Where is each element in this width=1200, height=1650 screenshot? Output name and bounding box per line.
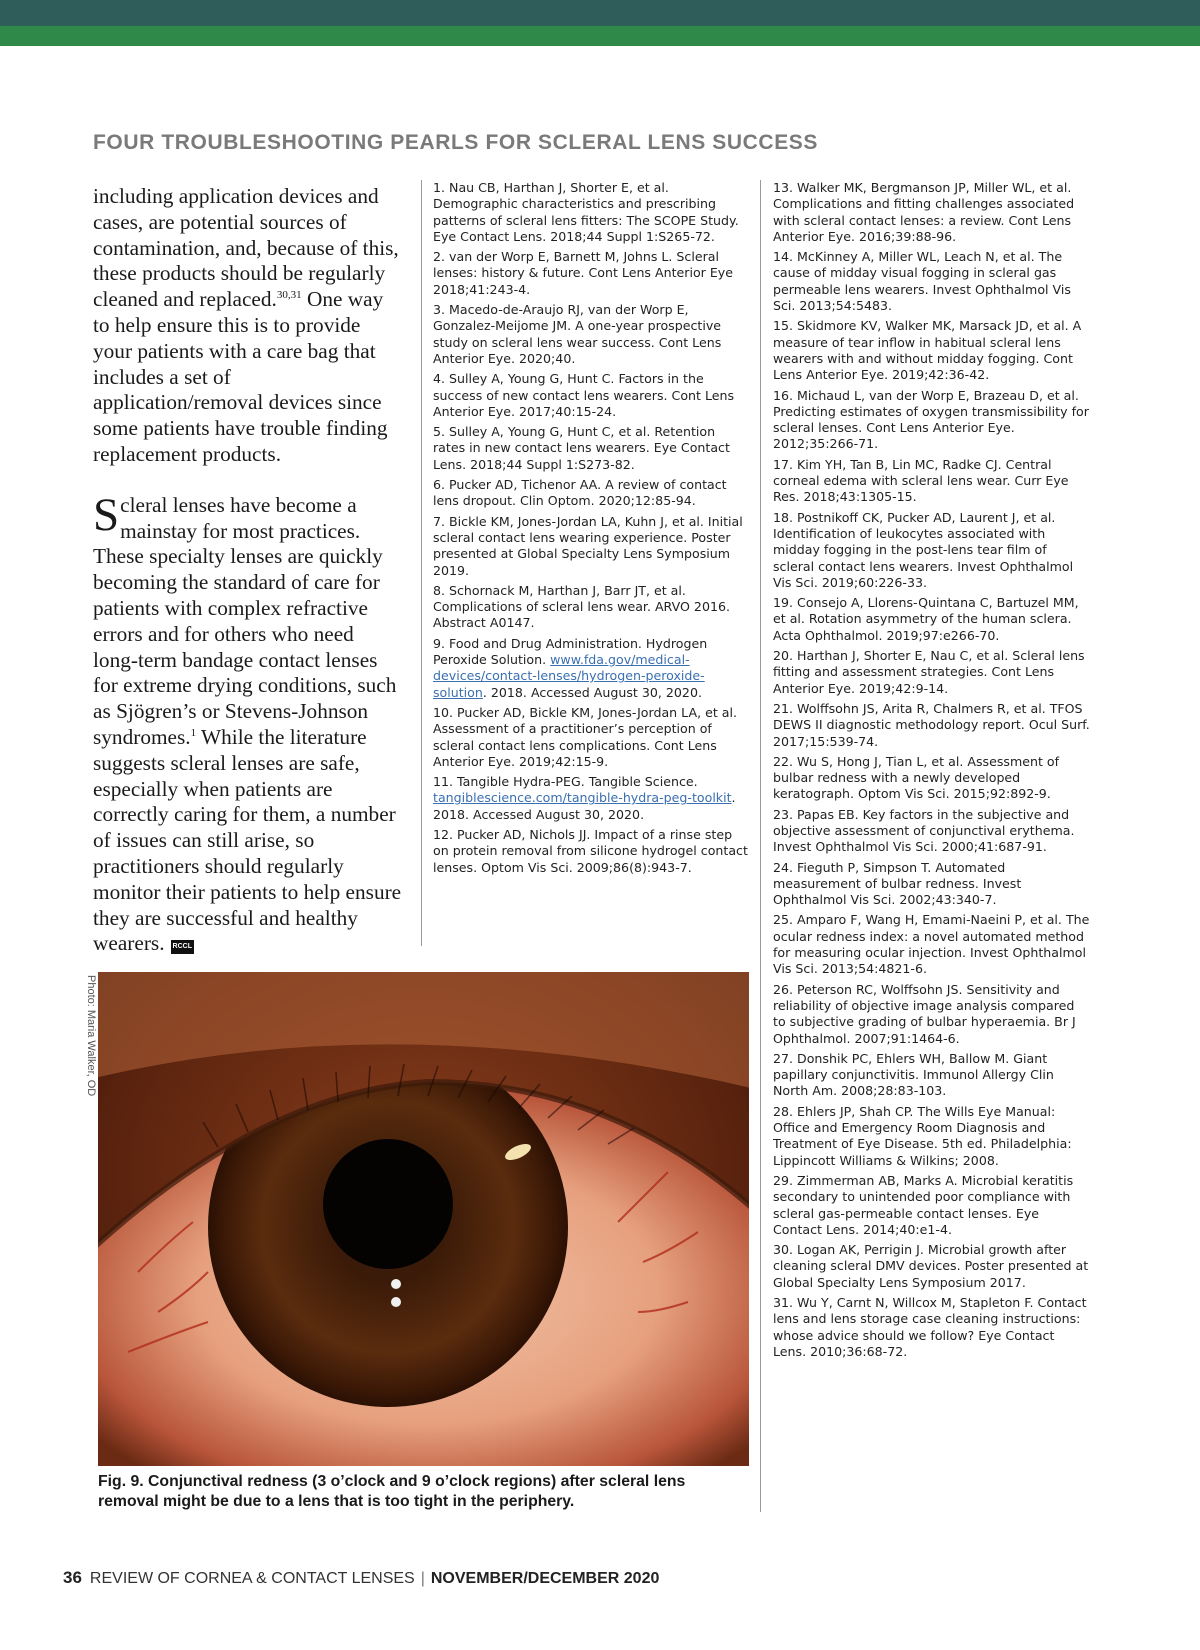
citation: 1 (190, 726, 197, 739)
footer-separator: | (420, 1570, 425, 1587)
reference-item: 6. Pucker AD, Tichenor AA. A review of contact lens dropout. Clin Optom. 2020;12:85-94. (433, 477, 727, 509)
reference-item: 25. Amparo F, Wang H, Emami-Naeini P, et al. The ocular redness index: a novel automated method for measuring ocular injection. Invest Ophthalmol Vis Sci. 2013;54:4821-6. (773, 912, 1090, 977)
reference-item: 31. Wu Y, Carnt N, Willcox M, Stapleton F. Contact lens and lens storage case cleaning instructions: whose advice should we follow? Eye Contact Lens. 2010;36:68-72. (773, 1295, 1087, 1359)
photo-credit: Photo: Maria Walker, OD (85, 975, 97, 1097)
paragraph: Scleral lenses have become a mainstay for most practices. These specialty lenses are quickly becoming the standard of care for patients with complex refractive errors and for others who need long-term bandage contact lenses for extreme drying conditions, such as Sjögren’s or Stevens-Johnson syndromes.$^1$ While the literature suggests scleral lenses are safe, especially when patients are correctly caring for them, a number of issues can still arise, so practitioners should regularly monitor their patients to help ensure they are successful and healthy wearers. RCCL (93, 488, 402, 956)
references-column (433, 180, 749, 880)
reference-item: 24. Fieguth P, Simpson T. Automated measurement of bulbar redness. Invest Ophthalmol Vis Sci. 2002;43:340-7. (773, 859, 1022, 908)
reference-item: 28. Ehlers JP, Shah CP. The Wills Eye Manual: Office and Emergency Room Diagnosis and Treatment of Eye Disease. 5th ed. Philadelphia: Lippincott Williams & Wilkins; 2008. (773, 1103, 1072, 1168)
reference-item: 22. Wu S, Hong J, Tian L, et al. Assessment of bulbar redness with a newly developed keratograph. Optom Vis Sci. 2015;92:892-9. (773, 753, 1060, 802)
reference-item: 5. Sulley A, Young G, Hunt C, et al. Retention rates in new contact lens wearers. Eye Contact Lens. 2018;44 Suppl 1:S273-82. (433, 424, 730, 472)
citation: 30,31 (276, 289, 302, 302)
reference-item: 20. Harthan J, Shorter E, Nau C, et al. Scleral lens fitting and assessment strategies. Cont Lens Anterior Eye. 2019;42:9-14. (773, 648, 1085, 696)
publication-name: REVIEW OF CORNEA & CONTACT LENSES (89, 1570, 415, 1587)
paragraph: including application devices and cases, are potential sources of contamination, and, because of this, these products should be regularly cleaned and replaced.$^{30,31}$ One way to help ensure this is to provide your patients with a care bag that includes a set of application/removal devices since some patients have trouble finding replacement products. (93, 184, 399, 466)
reference-item: 17. Kim YH, Tan B, Lin MC, Radke CJ. Central corneal edema with scleral lens wear. Curr Eye Res. 2018;43:1305-15. (773, 456, 1069, 505)
reference-item: 23. Papas EB. Key factors in the subjective and objective assessment of conjunctival erythema. Invest Ophthalmol Vis Sci. 2000;41:687-91. (773, 806, 1075, 855)
page-footer (63, 1568, 659, 1588)
reference-item: 8. Schornack M, Harthan J, Barr JT, et al. Complications of scleral lens wear. ARVO 2016. Abstract A0147. (433, 582, 730, 631)
reference-item: 2. van der Worp E, Barnett M, Johns L. Scleral lenses: history & future. Cont Lens Anterior Eye 2018;41:243-4. (433, 249, 733, 297)
reference-item: 27. Donshik PC, Ehlers WH, Ballow M. Giant papillary conjunctivitis. Immunol Allergy Clin North Am. 2008;28:83-103. (773, 1050, 1054, 1099)
column-divider (421, 180, 422, 946)
reference-item: 15. Skidmore KV, Walker MK, Marsack JD, et al. A measure of tear inflow in habitual scleral lens wearers with and without midday fogging. Cont Lens Anterior Eye. 2019;42:36-42. (773, 318, 1082, 383)
reference-item: 14. McKinney A, Miller WL, Leach N, et al. The cause of midday visual fogging in scleral gas permeable lens wearers. Invest Ophthalmol Vis Sci. 2013;54:5483. (773, 249, 1071, 314)
reference-item: 21. Wolffsohn JS, Arita R, Chalmers R, et al. TFOS DEWS II diagnostic methodology report. Ocul Surf. 2017;15:539-74. (773, 700, 1090, 749)
references-column (773, 180, 1091, 1364)
reference-item: 3. Macedo-de-Araujo RJ, van der Worp E, Gonzalez-Meijome JM. A one-year prospective study on scleral lens wear success. Cont Lens Anterior Eye. 2020;40. (433, 302, 722, 366)
page-number: 36 (63, 1568, 82, 1587)
reference-item: 10. Pucker AD, Bickle KM, Jones-Jordan LA, et al. Assessment of a practitioner’s perception of scleral contact lens complications. Cont Lens Anterior Eye. 2019;42:15-9. (433, 704, 738, 769)
reference-item: 9. Food and Drug Administration. Hydrogen Peroxide Solution. www.fda.gov/medical-devices/contact-lenses/hydrogen-peroxide-solution. 2018. Accessed August 30, 2020. (433, 635, 708, 700)
reference-item: 11. Tangible Hydra-PEG. Tangible Science. tangiblescience.com/tangible-hydra-peg-toolkit. 2018. Accessed August 30, 2020. (433, 774, 736, 822)
reference-item: 19. Consejo A, Llorens-Quintana C, Bartuzel MM, et al. Rotation asymmetry of the human sclera. Acta Ophthalmol. 2019;97:e266-70. (773, 595, 1079, 643)
reference-item: 1. Nau CB, Harthan J, Shorter E, et al. Demographic characteristics and prescribing patterns of scleral lens fitters: The SCOPE Study. Eye Contact Lens. 2018;44 Suppl 1:S265-72. (433, 180, 739, 244)
reference-item: 29. Zimmerman AB, Marks A. Microbial keratitis secondary to unintended poor compliance with scleral gas-permeable contact lenses. Eye Contact Lens. 2014;40:e1-4. (773, 1172, 1074, 1237)
reference-item: 30. Logan AK, Perrigin J. Microbial growth after cleaning scleral DMV devices. Poster presented at Global Specialty Lens Symposium 2017. (773, 1242, 1089, 1290)
eye-photo (98, 972, 749, 1466)
drop-cap: S (93, 488, 120, 541)
figure-caption: Fig. 9. Conjunctival redness (3 o’clock and 9 o’clock regions) after scleral lens removal might be due to a lens that is too tight in the periphery. (98, 1473, 686, 1510)
header-band (0, 0, 1200, 46)
reference-item: 13. Walker MK, Bergmanson JP, Miller WL, et al. Complications and fitting challenges associated with scleral contact lenses: a review. Cont Lens Anterior Eye. 2016;39:88-96. (773, 180, 1075, 244)
reference-item: 26. Peterson RC, Wolffsohn JS. Sensitivity and reliability of objective image analysis compared to subjective grading of bulbar hyperaemia. Br J Ophthalmol. 2007;91:1464-6. (773, 981, 1076, 1046)
issue-date: NOVEMBER/DECEMBER 2020 (430, 1570, 660, 1587)
section-title: FOUR TROUBLESHOOTING PEARLS FOR SCLERAL LENS SUCCESS (93, 131, 819, 154)
reference-item: 7. Bickle KM, Jones-Jordan LA, Kuhn J, et al. Initial scleral contact lens wearing experience. Poster presented at Global Specialty Lens Symposium 2019. (433, 513, 743, 578)
reference-item: 4. Sulley A, Young G, Hunt C. Factors in the success of new contact lens wearers. Cont Lens Anterior Eye. 2017;40:15-24. (433, 371, 735, 419)
reference-link[interactable]: www.fda.gov/medical-devices/contact-lenses/hydrogen-peroxide-solution (433, 652, 705, 700)
reference-link[interactable]: tangiblescience.com/tangible-hydra-peg-toolkit (433, 790, 732, 806)
reference-item: 18. Postnikoff CK, Pucker AD, Laurent J, et al. Identification of leukocytes associated with midday fogging in the post-lens tear film of scleral contact lens wearers. Invest Ophthalmol Vis Sci. 2019;60:226-33. (773, 509, 1074, 590)
article-body (93, 184, 403, 957)
reference-item: 12. Pucker AD, Nichols JJ. Impact of a rinse step on protein removal from silicone hydrogel contact lenses. Optom Vis Sci. 2009;86(8):943-7. (433, 826, 748, 875)
end-mark-logo: RCCL (171, 940, 194, 954)
reference-item: 16. Michaud L, van der Worp E, Brazeau D, et al. Predicting estimates of oxygen transmissibility for scleral lenses. Cont Lens Anterior Eye. 2012;35:266-71. (773, 387, 1089, 452)
column-divider (760, 180, 761, 1512)
